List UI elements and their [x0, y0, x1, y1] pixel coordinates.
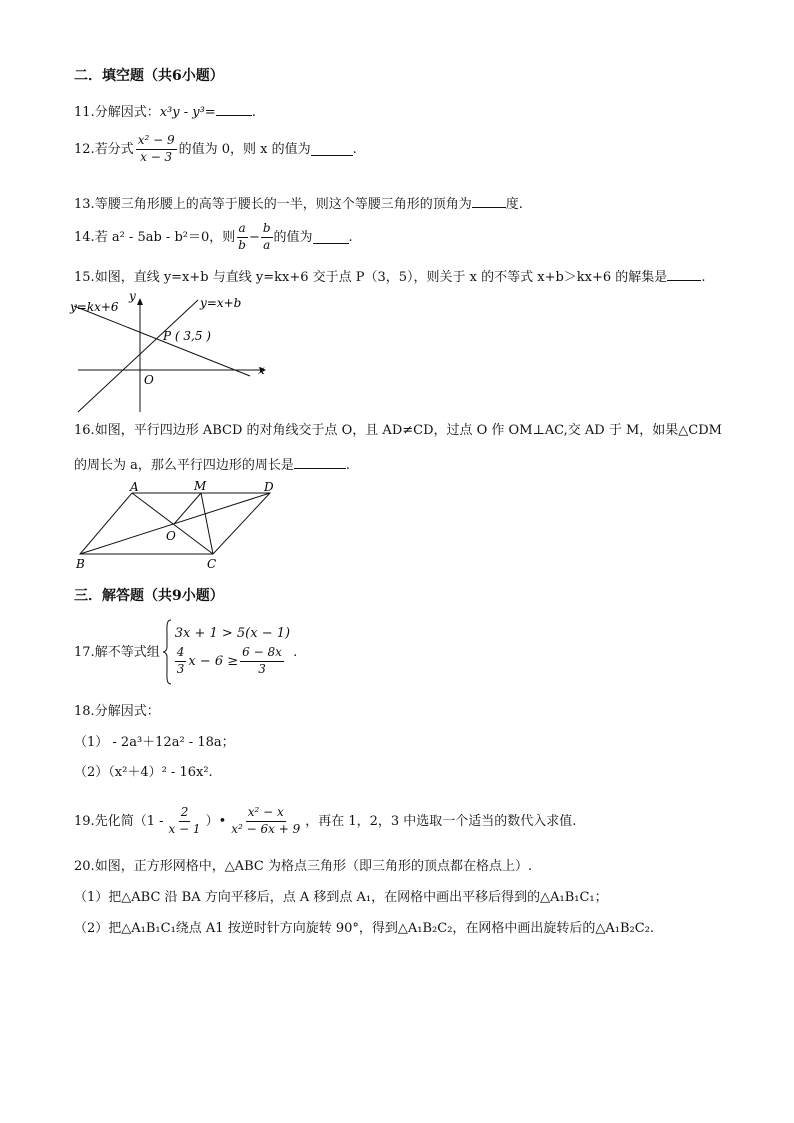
segment-mc	[201, 493, 213, 554]
question-13	[74, 195, 523, 211]
question-11-expression: x³y - y³=	[159, 105, 216, 120]
label-y-kx-plus-6: y=kx+6	[70, 300, 119, 314]
question-15-text: 如图，直线 y=x+b 与直线 y=kx+6 交于点 P（3，5），则关于 x 的不等式 x+b＞kx+6 的解集是	[94, 270, 668, 285]
label-d: D	[264, 480, 274, 494]
question-20-text: 如图，正方形网格中，△ABC 为格点三角形（即三角形的顶点都在格点上）.	[94, 859, 533, 874]
fraction-4-over-3	[175, 646, 187, 677]
fraction-denominator: x − 3	[140, 149, 173, 164]
question-18-part-1: （1） - 2a³＋12a² - 18a；	[74, 735, 235, 750]
question-16-end: .	[345, 458, 351, 473]
answer-blank	[667, 268, 701, 281]
label-b: B	[76, 557, 85, 571]
fraction-a-over-b	[236, 222, 248, 253]
inequality-system	[175, 627, 290, 677]
answer-blank	[472, 195, 506, 208]
fraction	[136, 134, 177, 165]
question-16-text-2: 的周长为 a，那么平行四边形的周长是	[74, 458, 294, 473]
answer-blank	[216, 103, 252, 116]
line-y-kx-plus-6	[74, 306, 250, 376]
question-13-text: 等腰三角形腰上的高等于腰长的一半，则这个等腰三角形的顶角为	[94, 197, 472, 212]
question-20-part-2: （2）把△A₁B₁C₁绕点 A1 按逆时针方向旋转 90°，得到△A₁B₂C₂，在网格中画出旋转后的△A₁B₂C₂.	[74, 921, 655, 936]
fraction-numerator: a	[237, 222, 248, 238]
fraction-numerator: b	[261, 222, 273, 238]
question-14	[74, 222, 353, 253]
question-16-text: 如图，平行四边形 ABCD 的对角线交于点 O，且 AD≠CD，过点 O 作 OM⊥AC,交 AD 于 M，如果△CDM	[94, 423, 722, 438]
label-y-x-plus-b: y=x+b	[200, 296, 242, 310]
label-point-p: P ( 3,5 )	[163, 329, 211, 343]
question-19-text: 先化简（1 -	[94, 813, 164, 829]
question-14-end: .	[348, 229, 353, 245]
question-12	[74, 134, 357, 165]
question-17	[74, 618, 297, 686]
question-12-end: .	[352, 141, 357, 157]
y-axis-arrow	[137, 298, 143, 305]
answer-blank	[294, 456, 346, 469]
inequality-row-2	[175, 646, 290, 677]
question-12-text-2: 的值为 0，则 x 的值为	[178, 141, 311, 157]
question-19-text-3: ，再在 1，2，3 中选取一个适当的数代入求值.	[305, 813, 577, 829]
answer-blank	[311, 143, 353, 156]
label-o: O	[166, 529, 176, 543]
label-y-axis: y	[129, 289, 136, 303]
question-11-text: 分解因式：	[94, 105, 160, 120]
question-17-text: 解不等式组	[94, 644, 160, 660]
question-16-number: 16.	[74, 423, 95, 438]
question-14-number: 14.	[74, 229, 95, 245]
question-15	[74, 268, 705, 284]
question-11-end: .	[251, 105, 256, 120]
question-13-number: 13.	[74, 197, 95, 212]
diagonal-ac	[132, 493, 213, 554]
fraction-numerator: x² − x	[246, 806, 286, 822]
left-brace-icon	[162, 619, 172, 685]
question-15-number: 15.	[74, 270, 95, 285]
question-19-text-2: ）•	[205, 813, 227, 829]
section-3-heading: 三．解答题（共9小题）	[74, 588, 224, 604]
question-12-text: 若分式	[94, 141, 134, 157]
question-20	[74, 860, 532, 873]
fraction-b-over-a	[261, 222, 273, 253]
fraction-numerator: 4	[175, 646, 187, 662]
label-c: C	[207, 557, 217, 571]
fraction-denominator: 3	[176, 662, 185, 676]
question-19	[74, 800, 576, 842]
fraction-denominator: x − 1	[168, 821, 201, 836]
question-19-number: 19.	[74, 813, 95, 829]
question-11-number: 11.	[74, 105, 95, 120]
fraction-rhs	[240, 646, 284, 677]
question-15-figure	[68, 288, 278, 414]
question-12-number: 12.	[74, 141, 95, 157]
question-14-text-2: 的值为	[273, 229, 313, 245]
label-m: M	[194, 479, 207, 493]
question-17-end: .	[293, 644, 298, 660]
question-18	[74, 705, 160, 718]
question-15-end: .	[701, 270, 706, 285]
question-16-line-2	[74, 456, 350, 472]
question-18-text: 分解因式：	[94, 704, 160, 719]
label-x-axis: x	[258, 363, 265, 377]
line-y-x-plus-b	[78, 300, 198, 412]
inequality-row-2-middle: x − 6 ≥	[188, 654, 239, 669]
fraction-numerator: 2	[179, 806, 191, 822]
minus-sign: −	[248, 229, 260, 245]
fraction-numerator: x² − 9	[136, 134, 177, 150]
fraction-denominator: 3	[258, 662, 266, 676]
fraction-rational-expression	[229, 806, 302, 837]
fraction-denominator: x² − 6x + 9	[231, 821, 301, 836]
question-16-line-1	[74, 424, 722, 437]
section-2-heading: 二．填空题（共6小题）	[74, 68, 224, 84]
question-14-text: 若 a² - 5ab - b²＝0，则	[94, 229, 236, 245]
label-a: A	[130, 480, 139, 494]
question-13-end: 度.	[505, 197, 523, 212]
label-origin: O	[144, 373, 154, 387]
fraction-denominator: a	[263, 237, 271, 252]
question-18-part-2: （2）（x²＋4）² - 16x².	[74, 765, 213, 780]
question-20-part-1: （1）把△ABC 沿 BA 方向平移后，点 A 移到点 A₁，在网格中画出平移后得到的△A₁B₁C₁；	[74, 890, 608, 905]
question-20-number: 20.	[74, 859, 95, 874]
fraction-numerator: 6 − 8x	[240, 646, 284, 662]
inequality-row-1: 3x + 1 > 5(x − 1)	[174, 626, 291, 642]
question-17-number: 17.	[74, 644, 95, 660]
question-11	[74, 103, 256, 119]
question-18-number: 18.	[74, 704, 95, 719]
fraction-2-over-x-minus-1	[166, 806, 202, 837]
fraction-denominator: b	[238, 237, 246, 252]
question-16-figure	[70, 478, 284, 572]
answer-blank	[313, 231, 349, 244]
